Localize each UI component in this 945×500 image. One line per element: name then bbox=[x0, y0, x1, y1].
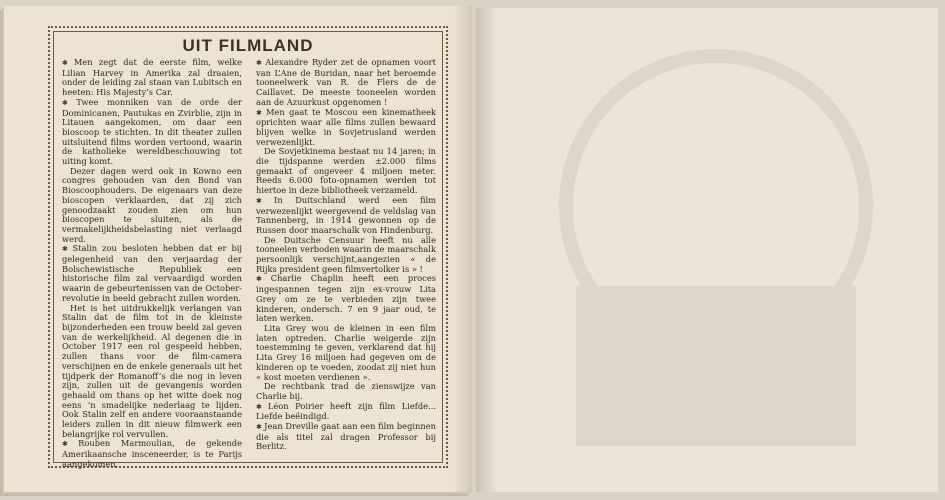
paragraph: Het is het uitdrukkelijk verlangen van Stalin dat de film tot in de kleinste bijzonderheden een trouw beeld zal geven van de werkelijkheid. Al degenen die in October 1917 een rol gespeeld hebben, zullen thans voor de film-camera verschijnen en de enkele generaals uit het tijdperk der Romanoff’s die nog in leven zijn, zullen uit de gevangenis worden gehaald om thans op het witte doek nog eens ’n smadelijke nederlaag te lijden. Ook Stalin zelf en andere vooraanstaande leiders zullen in dit nieuw filmwerk een belangrijke rol vervullen. bbox=[62, 302, 242, 439]
left-column bbox=[62, 57, 243, 469]
paragraph: De rechtbank trad de zienswijze van Charlie bij. bbox=[256, 381, 436, 401]
paragraph: ✱ Men gaat te Moscou een kinematheek oprichten waar alle films zullen bewaard blijven welke in Sovjetrusland werden verwezenlijkt. bbox=[256, 108, 436, 148]
paragraph: ✱ In Duitschland werd een film verwezenlijkt weergevend de veldslag van Tannenberg, in 1914 gewonnen op de Russen door maarschalk von Hindenburg. bbox=[256, 196, 436, 236]
right-page bbox=[476, 8, 938, 492]
article-body bbox=[62, 57, 437, 469]
paragraph: ✱ Rouben Marmoulian, de gekende Amerikaansche insceneerder, is te Parijs aangekomen. bbox=[62, 439, 242, 469]
article-title: UIT FILMLAND bbox=[182, 36, 314, 55]
paragraph: Dezer dagen werd ook in Kowno een congres gehouden van den Bond van Bioscoophouders. De eigenaars van deze bioscopen verklaarden, dat zij zich genoodzaakt zouden zien om hun bioscopen te sluiten, als de vermakelijkheidsbelasting niet verlaagd werd. bbox=[62, 165, 242, 244]
paragraph: ✱ Stalin zou besloten hebben dat er bij gelegenheid van den verjaardag der Bolschewistische Republiek een historische film zal vervaardigd worden waarin de gebeurtenissen van de October-revolutie in beeld gebracht zullen worden. bbox=[62, 244, 242, 303]
right-column bbox=[256, 58, 436, 454]
show-through-illustration bbox=[516, 36, 916, 476]
paragraph: ✱ Jean Dreville gaat aan een film beginnen die als titel zal dragen Professor bij Berlitz. bbox=[256, 422, 436, 452]
paragraph: ✱ Léon Poirier heeft zijn film Liefde... Liefde beëindigd. bbox=[256, 402, 436, 422]
paragraph: ✱ Men zegt dat de eerste film, welke Lilian Harvey in Amerika zal draaien, onder de leiding zal staan van Lubitsch en heeten: His Majesty’s Car. bbox=[62, 58, 242, 98]
paragraph: ✱ Twee monniken van de orde der Dominicanen, Pautukas en Zvirblie, zijn in Litauen aangekomen, om daar een bioscoop te stichten. In dit theater zullen uitsluitend films worden vertoond, waarin de katholieke wereldbeschouwing tot uiting komt. bbox=[62, 98, 242, 167]
paragraph: Lita Grey wou de kleinen in een film laten optreden. Charlie weigerde zijn toestemming te geven, verklarend dat hij Lita Grey 16 miljoen had gegeven om de kinderen op te voeden, zoodat zij niet hun « kost moeten verdienen ». bbox=[256, 322, 436, 382]
paragraph: ✱ Charlie Chaplin heeft een proces ingespannen tegen zijn ex-vrouw Lita Grey om ze te verbieden zijn twee kinderen, ondersch. 7 en 9 jaar oud, te laten werken. bbox=[256, 274, 436, 324]
paragraph: De Sovjetkinema bestaat nu 14 jaren; in die tijdspanne werden ±2.000 films gemaakt of ongeveer 4 miljoen meter. Reeds 6.000 foto-opnamen werden tot hiertoe in deze bibliotheek verzameld. bbox=[256, 146, 436, 196]
paragraph: De Duitsche Censuur heeft nu alle tooneelen verboden waarin de maarschalk persoonlijk verschijnt,aangezien « de Rijks president geen filmvertolker is » ! bbox=[256, 234, 436, 274]
paragraph: ✱ Alexandre Ryder zet de opnamen voort van L’Ane de Buridan, naar het beroemde tooneelwerk van R. de Flers de de Caillavet. De meeste tooneelen worden aan de Azuurkust opgenomen ! bbox=[256, 58, 436, 108]
